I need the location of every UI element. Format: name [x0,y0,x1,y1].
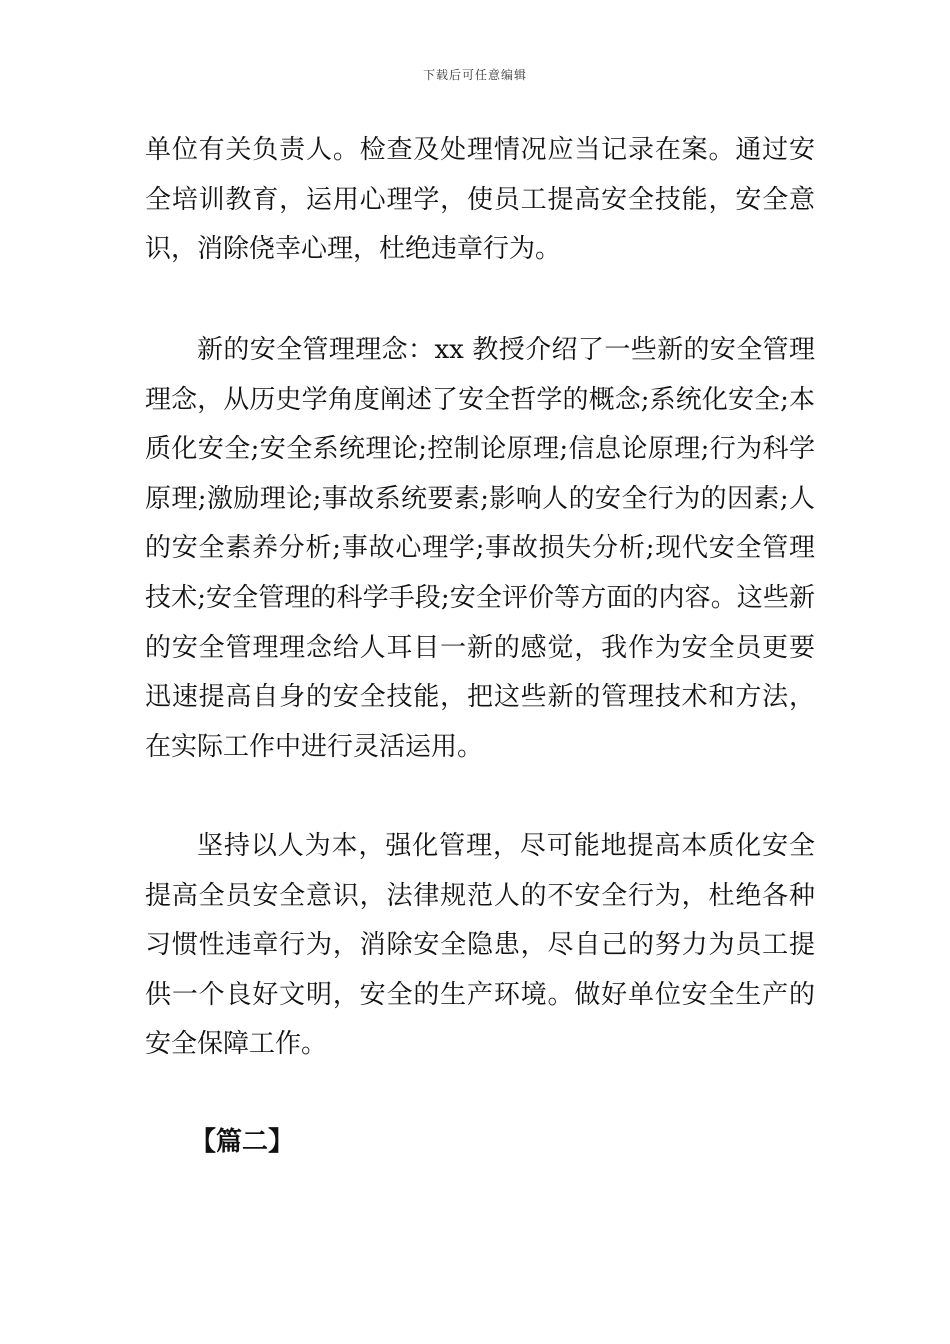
section-heading: 【篇二】 [190,1127,295,1157]
paragraph-1: 单位有关负责人。检查及处理情况应当记录在案。通过安全培训教育，运用心理学，使员工提高安全技能，安全意识，消除侥幸心理，杜绝违章行为。 [145,135,815,265]
paragraph-3: 坚持以人为本，强化管理，尽可能地提高本质化安全提高全员安全意识，法律规范人的不安全行为，杜绝各种习惯性违章行为，消除安全隐患，尽自己的努力为员工提供一个良好文明，安全的生产环境。做好单位安全生产的安全保障工作。 [145,831,815,1060]
header-note: 下载后可任意编辑 [422,68,527,82]
paragraph-2: 新的安全管理理念：xx 教授介绍了一些新的安全管理理念，从历史学角度阐述了安全哲学的概念;系统化安全;本质化安全;安全系统理论;控制论原理;信息论原理;行为科学原理;激励理论;事故系统要素;影响人的安全行为的因素;人的安全素养分析;事故心理学;事故损失分析;现代安全管理技术;安全管理的科学手段;安全评价等方面的内容。这些新的安全管理理念给人耳目一新的感觉，我作为安全员更要迅速提高自身的安全技能，把这些新的管理技术和方法，在实际工作中进行灵活运用。 [145,335,815,762]
